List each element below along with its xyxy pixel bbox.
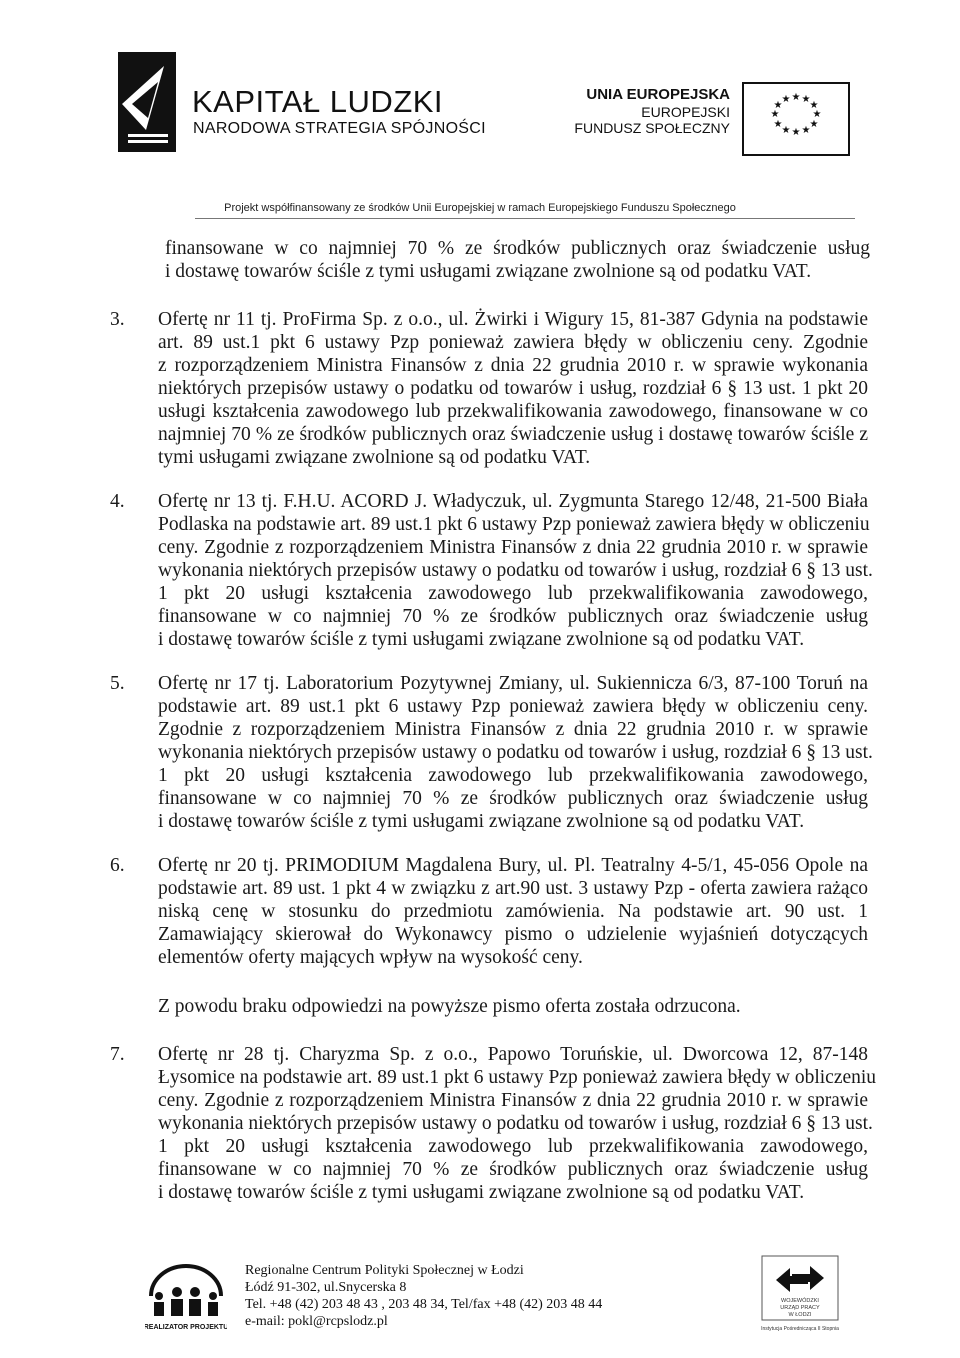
kapital-ludzki-title: KAPITAŁ LUDZKI [192, 84, 444, 119]
header-divider [195, 218, 855, 219]
item-line: 1 pkt 20 usługi kształcenia zawodowego lub przekwalifikowania zawodowego, [158, 583, 868, 604]
rejection-note: Z powodu braku odpowiedzi na powyższe pismo oferta została odrzucona. [158, 996, 741, 1017]
footer-logo-caption: REALIZATOR PROJEKTU [145, 1324, 227, 1331]
item-line: wykonania niektórych przepisów ustawy o podatku od towarów i usług, rozdział 6 § 13 ust. [158, 1113, 873, 1134]
item-line: podstawie art. 89 ust.1 pkt 6 ustawy Pzp ponieważ zawiera błędy w obliczeniu ceny. [158, 696, 868, 717]
item-line: 1 pkt 20 usługi kształcenia zawodowego lub przekwalifikowania zawodowego, [158, 1136, 868, 1157]
item-number: 5. [110, 673, 125, 694]
item-line: Podlaska na podstawie art. 89 ust.1 pkt 6 ustawy Pzp ponieważ zawiera błędy w obliczeniu [158, 514, 870, 535]
stamp-line: W ŁODZI [788, 1312, 812, 1318]
svg-text:★: ★ [781, 125, 791, 136]
item-line: Ofertę nr 13 tj. F.H.U. ACORD J. Władyczuk, ul. Zygmunta Starego 12/48, 21-500 Biała [158, 491, 868, 512]
stamp-line: URZĄD PRACY [780, 1305, 820, 1311]
eu-flag-icon [742, 82, 850, 156]
svg-text:★: ★ [801, 125, 811, 136]
kapital-ludzki-subtitle: NARODOWA STRATEGIA SPÓJNOŚCI [193, 120, 486, 137]
item-line: 1 pkt 20 usługi kształcenia zawodowego lub przekwalifikowania zawodowego, [158, 765, 868, 786]
item-line: finansowane w co najmniej 70 % ze środków publicznych oraz świadczenie usług [158, 606, 868, 627]
item-line: i dostawę towarów ściśle z tymi usługami związane zwolnione są od podatku VAT. [158, 629, 805, 650]
eu-line2: EUROPEJSKI [641, 104, 730, 120]
footer-address: Łódź 91-302, ul.Snycerska 8 [245, 1280, 407, 1295]
item-line: Ofertę nr 28 tj. Charyzma Sp. z o.o., Papowo Toruńskie, ul. Dworcowa 12, 87-148 [158, 1044, 868, 1065]
footer-phone: Tel. +48 (42) 203 48 43 , 203 48 34, Tel/fax +48 (42) 203 48 44 [245, 1297, 603, 1312]
intro-line: finansowane w co najmniej 70 % ze środków publicznych oraz świadczenie usług [165, 238, 870, 259]
kapital-ludzki-logo [118, 52, 176, 152]
item-number: 3. [110, 309, 125, 330]
project-cofinancing-line: Projekt współfinansowany ze środków Unii Europejskiej w ramach Europejskiego Funduszu Społecznego [224, 202, 736, 214]
item-line: ceny. Zgodnie z rozporządzeniem Ministra Finansów z dnia 22 grudnia 2010 r. w sprawie [158, 1090, 868, 1111]
item-line: wykonania niektórych przepisów ustawy o podatku od towarów i usług, rozdział 6 § 13 ust. [158, 742, 873, 763]
stamp-caption: Instytucja Pośrednicząca II Stopnia [761, 1326, 839, 1332]
svg-text:★: ★ [809, 119, 819, 130]
item-line: ceny. Zgodnie z rozporządzeniem Ministra Finansów z dnia 22 grudnia 2010 r. w sprawie [158, 537, 868, 558]
item-line: najmniej 70 % ze środków publicznych oraz świadczenie usług i dostawę towarów ściśle z [158, 424, 868, 445]
item-line: niską cenę w stosunku do przedmiotu zamówienia. Na podstawie art. 90 ust. 1 [158, 901, 868, 922]
item-line: elementów oferty mających wpływ na wysokość ceny. [158, 947, 583, 968]
wup-lodz-logo [752, 1254, 848, 1334]
footer-contact [245, 1262, 602, 1330]
item-line: podstawie art. 89 ust. 1 pkt 4 w związku z art.90 ust. 3 ustawy Pzp - oferta zawiera rażąco [158, 878, 868, 899]
item-number: 7. [110, 1044, 125, 1065]
item-line: i dostawę towarów ściśle z tymi usługami związane zwolnione są od podatku VAT. [158, 811, 805, 832]
svg-text:★: ★ [791, 92, 801, 103]
eu-line3: FUNDUSZ SPOŁECZNY [574, 120, 730, 136]
svg-text:★: ★ [770, 109, 780, 120]
svg-text:★: ★ [812, 109, 822, 120]
item-line: Ofertę nr 17 tj. Laboratorium Pozytywnej Zmiany, ul. Sukiennicza 6/3, 87-100 Toruń na [158, 673, 868, 694]
svg-text:★: ★ [791, 127, 801, 138]
eu-line1: UNIA EUROPEJSKA [586, 86, 730, 103]
item-line: finansowane w co najmniej 70 % ze środków publicznych oraz świadczenie usług [158, 1159, 868, 1180]
svg-text:★: ★ [781, 94, 791, 105]
intro-line: i dostawę towarów ściśle z tymi usługami związane zwolnione są od podatku VAT. [165, 261, 812, 282]
item-line: usługi kształcenia zawodowego lub przekwalifikowania zawodowego, finansowane w co [158, 401, 868, 422]
item-line: wykonania niektórych przepisów ustawy o podatku od towarów i usług, rozdział 6 § 13 ust. [158, 560, 873, 581]
item-number: 4. [110, 491, 125, 512]
project-realizator-logo [145, 1262, 227, 1334]
svg-text:★: ★ [809, 100, 819, 111]
svg-text:★: ★ [773, 100, 783, 111]
item-line: tymi usługami związane zwolnione są od podatku VAT. [158, 447, 591, 468]
stamp-line: WOJEWÓDZKI [781, 1298, 819, 1304]
item-line: z rozporządzeniem Ministra Finansów z dnia 22 grudnia 2010 r. w sprawie wykonania [158, 355, 868, 376]
item-line: Łysomice na podstawie art. 89 ust.1 pkt 6 ustawy Pzp ponieważ zawiera błędy w obliczeniu [158, 1067, 877, 1088]
svg-text:★: ★ [773, 119, 783, 130]
item-line: Ofertę nr 11 tj. ProFirma Sp. z o.o., ul. Żwirki i Wigury 15, 81-387 Gdynia na podstawie [158, 309, 868, 330]
item-line: Zamawiający skierował do Wykonawcy pismo o udzielenie wyjaśnień dotyczących [158, 924, 868, 945]
item-line: Ofertę nr 20 tj. PRIMODIUM Magdalena Bury, ul. Pl. Teatralny 4-5/1, 45-056 Opole na [158, 855, 868, 876]
eu-label [560, 86, 730, 136]
footer-institution: Regionalne Centrum Polityki Społecznej w Łodzi [245, 1263, 524, 1278]
item-line: niektórych przepisów ustawy o podatku od towarów i usług, rozdział 6 § 13 ust. 1 pkt 20 [158, 378, 868, 399]
item-line: art. 89 ust.1 pkt 6 ustawy Pzp ponieważ zawiera błędy w obliczeniu ceny. Zgodnie [158, 332, 868, 353]
item-number: 6. [110, 855, 125, 876]
svg-text:★: ★ [801, 94, 811, 105]
item-line: Zgodnie z rozporządzeniem Ministra Finansów z dnia 22 grudnia 2010 r. w sprawie [158, 719, 868, 740]
item-line: finansowane w co najmniej 70 % ze środków publicznych oraz świadczenie usług [158, 788, 868, 809]
footer-email: e-mail: pokl@rcpslodz.pl [245, 1314, 388, 1329]
item-line: i dostawę towarów ściśle z tymi usługami związane zwolnione są od podatku VAT. [158, 1182, 805, 1203]
